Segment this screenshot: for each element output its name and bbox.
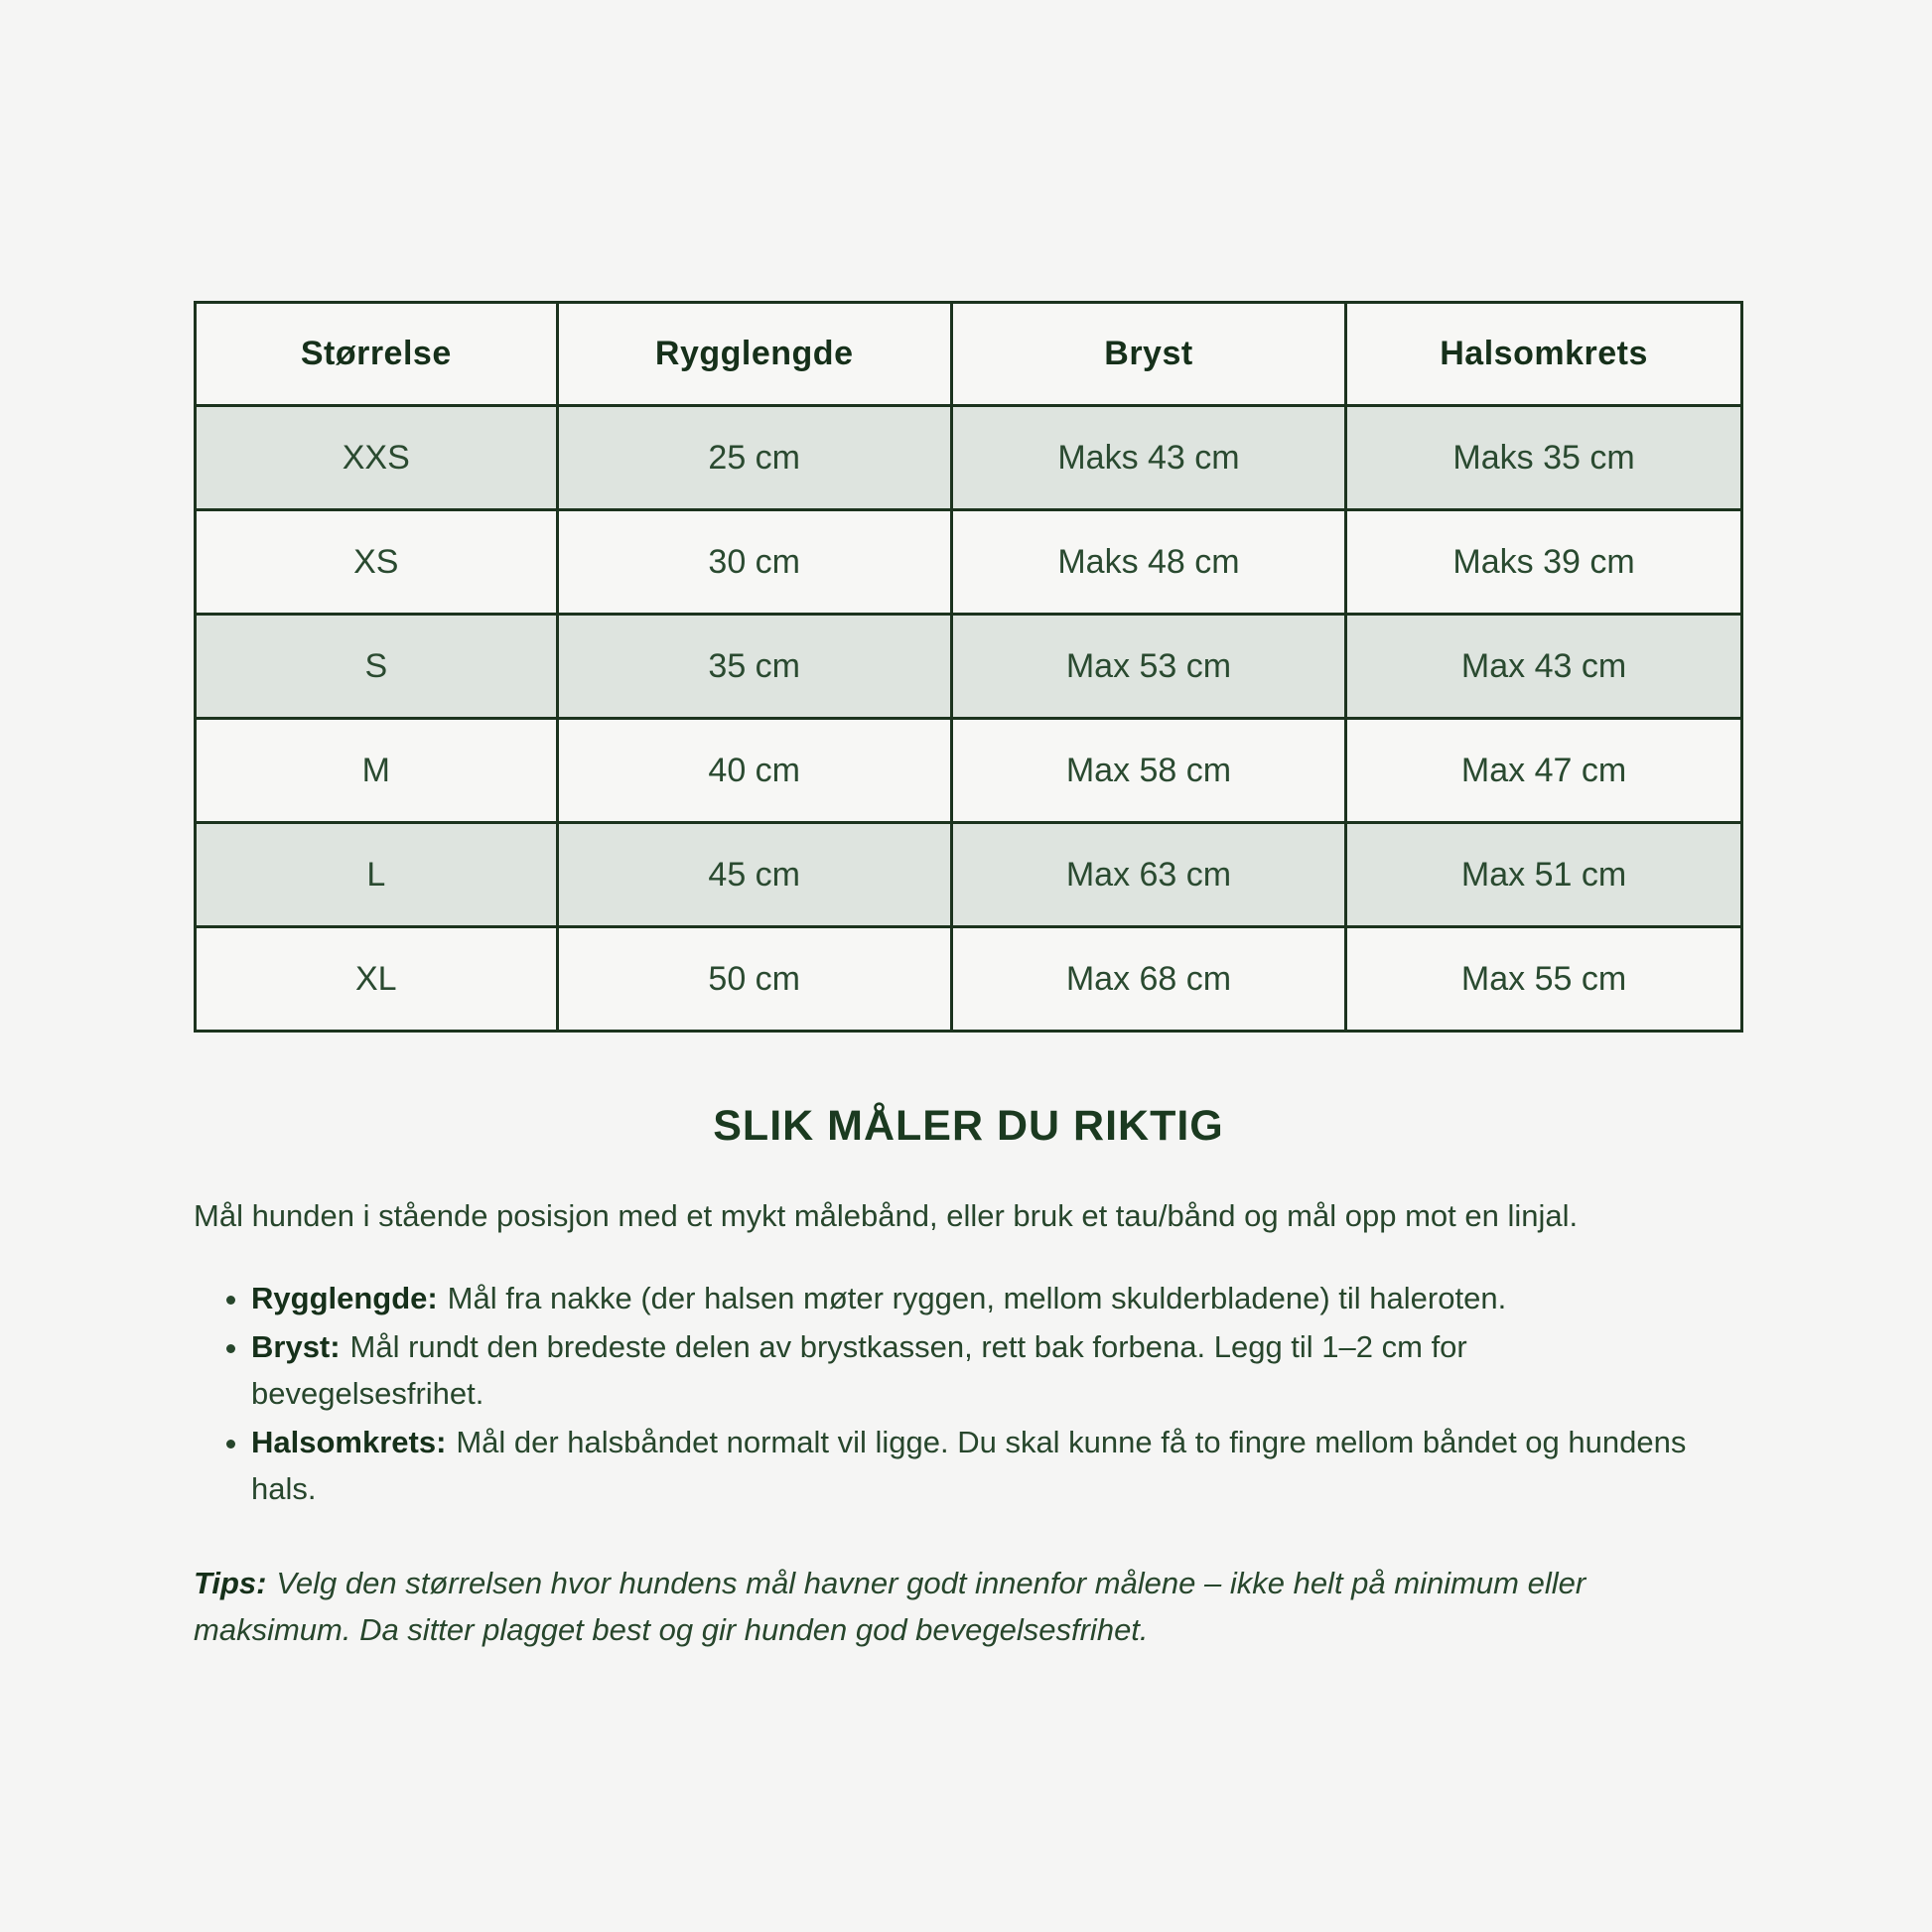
table-header-row xyxy=(196,303,1742,406)
list-item-label: Halsomkrets: xyxy=(251,1425,447,1459)
cell-neck: Max 51 cm xyxy=(1346,823,1742,927)
cell-neck: Maks 39 cm xyxy=(1346,510,1742,615)
cell-neck: Maks 35 cm xyxy=(1346,406,1742,510)
cell-chest: Maks 43 cm xyxy=(951,406,1345,510)
cell-back: 25 cm xyxy=(557,406,951,510)
cell-chest: Max 53 cm xyxy=(951,615,1345,719)
header-cell-chest: Bryst xyxy=(951,303,1345,406)
cell-chest: Max 58 cm xyxy=(951,719,1345,823)
list-item-bryst xyxy=(251,1323,1703,1417)
tips-label: Tips: xyxy=(194,1566,267,1600)
cell-back: 40 cm xyxy=(557,719,951,823)
section-heading: SLIK MÅLER DU RIKTIG xyxy=(713,1102,1224,1150)
cell-chest: Max 68 cm xyxy=(951,927,1345,1032)
list-item-text: Mål fra nakke (der halsen møter ryggen, mellom skulderbladene) til haleroten. xyxy=(447,1281,1507,1315)
list-item-label: Rygglengde: xyxy=(251,1281,438,1315)
cell-neck: Max 47 cm xyxy=(1346,719,1742,823)
cell-neck: Max 43 cm xyxy=(1346,615,1742,719)
list-item-label: Bryst: xyxy=(251,1329,341,1364)
header-cell-size: Størrelse xyxy=(196,303,558,406)
list-item-text: Mål rundt den bredeste delen av brystkassen, rett bak forbena. Legg til 1–2 cm for bevegelsesfrihet. xyxy=(251,1329,1467,1411)
cell-size: XS xyxy=(196,510,558,615)
cell-back: 50 cm xyxy=(557,927,951,1032)
table-row-s xyxy=(196,615,1742,719)
measurement-list xyxy=(194,1275,1703,1512)
cell-size: XXS xyxy=(196,406,558,510)
size-table xyxy=(194,301,1743,1033)
cell-size: S xyxy=(196,615,558,719)
list-item-halsomkrets xyxy=(251,1419,1703,1512)
cell-size: XL xyxy=(196,927,558,1032)
list-item-rygglengde xyxy=(251,1275,1703,1321)
table-row-xl xyxy=(196,927,1742,1032)
cell-chest: Maks 48 cm xyxy=(951,510,1345,615)
cell-size: M xyxy=(196,719,558,823)
table-row-l xyxy=(196,823,1742,927)
cell-back: 45 cm xyxy=(557,823,951,927)
cell-back: 35 cm xyxy=(557,615,951,719)
cell-size: L xyxy=(196,823,558,927)
table-row-xs xyxy=(196,510,1742,615)
header-cell-back-length: Rygglengde xyxy=(557,303,951,406)
tips-paragraph xyxy=(194,1560,1742,1653)
header-cell-neck: Halsomkrets xyxy=(1346,303,1742,406)
tips-text: Velg den størrelsen hvor hundens mål havner godt innenfor målene – ikke helt på minimum eller maksimum. Da sitter plagget best og gir hunden god bevegelsesfrihet. xyxy=(194,1566,1587,1647)
intro-paragraph: Mål hunden i stående posisjon med et mykt målebånd, eller bruk et tau/bånd og mål opp mot en linjal. xyxy=(194,1198,1579,1233)
table-row-xxs xyxy=(196,406,1742,510)
cell-back: 30 cm xyxy=(557,510,951,615)
list-item-text: Mål der halsbåndet normalt vil ligge. Du skal kunne få to fingre mellom båndet og hundens hals. xyxy=(251,1425,1687,1506)
table-row-m xyxy=(196,719,1742,823)
cell-neck: Max 55 cm xyxy=(1346,927,1742,1032)
cell-chest: Max 63 cm xyxy=(951,823,1345,927)
